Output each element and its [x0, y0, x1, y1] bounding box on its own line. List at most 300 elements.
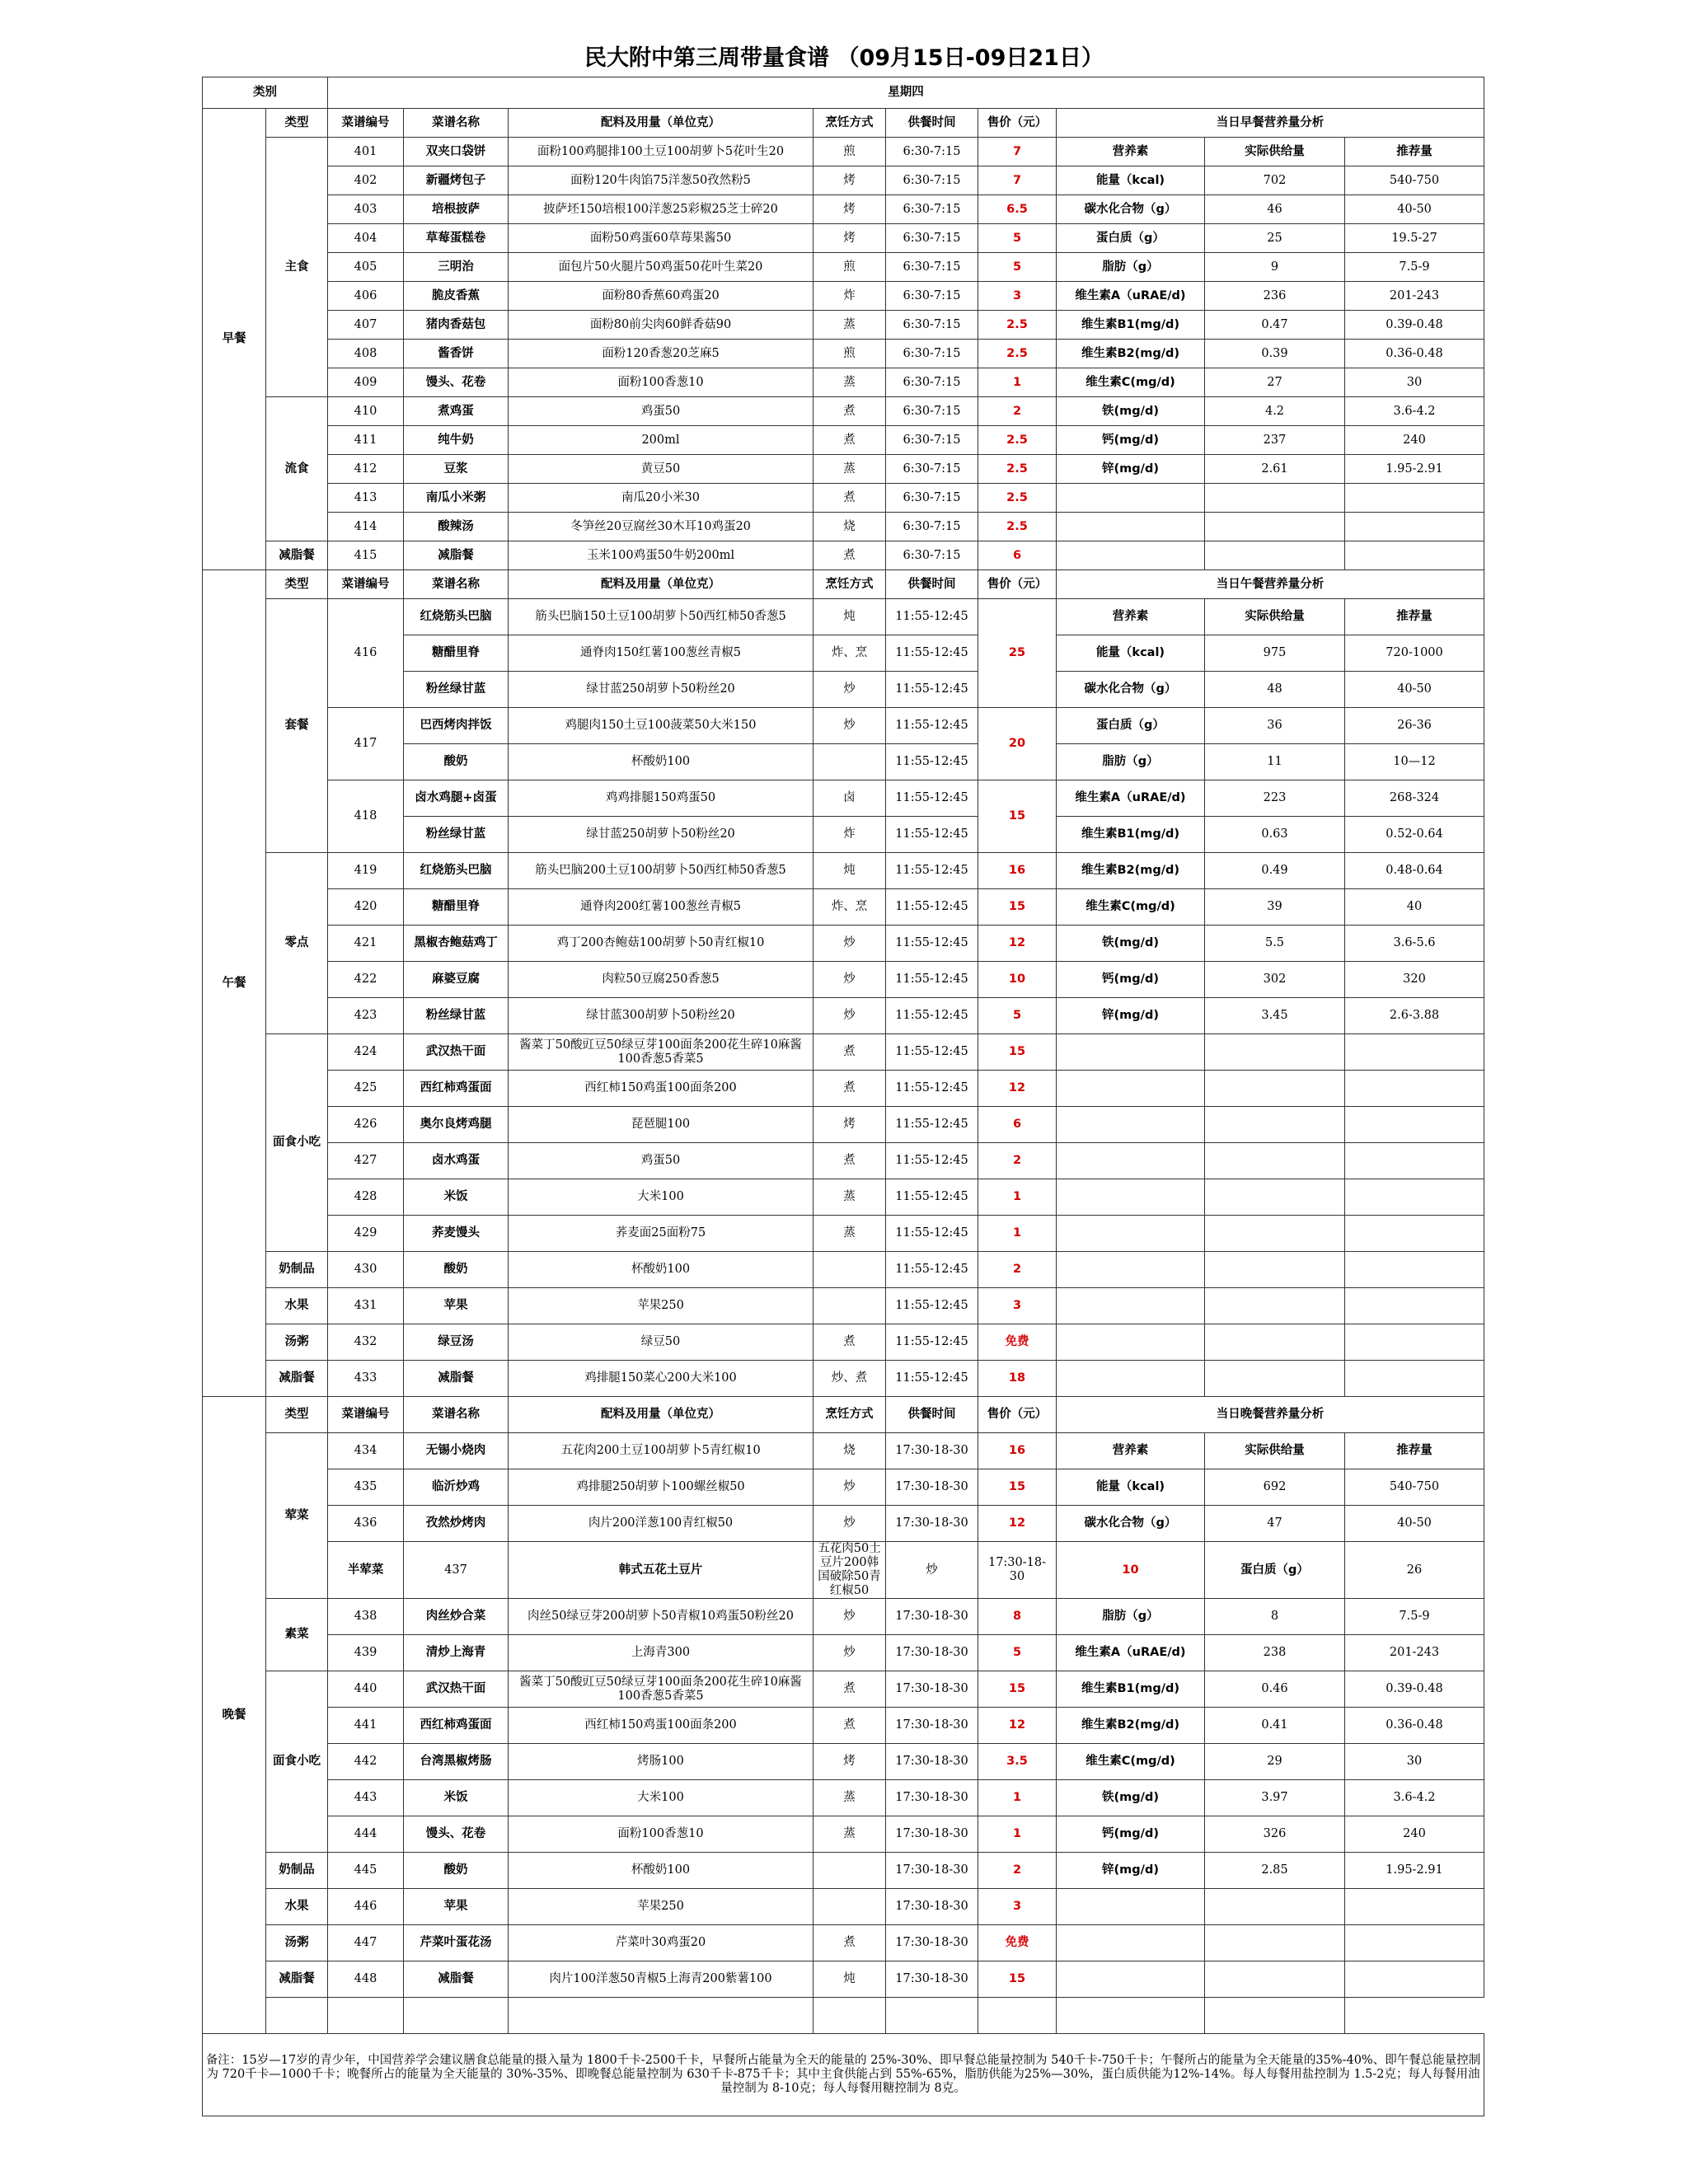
- dish-time: 6:30-7:15: [886, 484, 978, 513]
- nutrient-name: 蛋白质（g）: [1205, 1542, 1345, 1599]
- nutrient-name: 铁(mg/d): [1057, 1780, 1205, 1816]
- empty-cell: [1057, 541, 1205, 570]
- dish-name: 红烧筋头巴脑: [404, 599, 509, 635]
- dish-ingredients: 通脊肉200红薯100葱丝青椒5: [509, 889, 814, 926]
- dish-code: 412: [328, 455, 404, 484]
- dish-time: 6:30-7:15: [886, 455, 978, 484]
- table-row: [203, 1708, 1484, 1744]
- dish-code: 438: [328, 1599, 404, 1635]
- dish-method: 炸: [814, 817, 886, 853]
- nutrient-recommended: 201-243: [1345, 282, 1484, 311]
- dish-time: 11:55-12:45: [886, 1179, 978, 1216]
- dish-time: 11:55-12:45: [886, 1252, 978, 1288]
- dish-time: 6:30-7:15: [886, 541, 978, 570]
- empty-cell: [1345, 1925, 1484, 1961]
- nutrient-recommended: 0.36-0.48: [1345, 340, 1484, 368]
- meal-label: 午餐: [203, 570, 266, 1397]
- dish-code: 415: [328, 541, 404, 570]
- menu-body: [203, 77, 1484, 2116]
- dish-name: 卤水鸡蛋: [404, 1143, 509, 1179]
- nutrient-recommended: 268-324: [1345, 780, 1484, 817]
- nutrient-recommended: 7.5-9: [1345, 253, 1484, 282]
- dish-ingredients: 肉片200洋葱100青红椒50: [509, 1506, 814, 1542]
- nutrient-name: 脂肪（g）: [1057, 1599, 1205, 1635]
- dish-code: 448: [328, 1961, 404, 1998]
- nutrient-actual: 47: [1205, 1506, 1345, 1542]
- table-row: [203, 1179, 1484, 1216]
- table-row: [203, 599, 1484, 635]
- dish-time: 11:55-12:45: [886, 962, 978, 998]
- dish-code: 401: [328, 138, 404, 166]
- dish-method: [814, 1288, 886, 1324]
- dish-code: 426: [328, 1107, 404, 1143]
- nutrient-actual: 0.49: [1205, 853, 1345, 889]
- dish-time: 11:55-12:45: [886, 926, 978, 962]
- dish-price: 12: [978, 1506, 1057, 1542]
- dish-time: 11:55-12:45: [886, 1071, 978, 1107]
- dish-type: 减脂餐: [266, 541, 328, 570]
- nutrient-recommended: 0.36-0.48: [1345, 1708, 1484, 1744]
- dish-ingredients: 琵琶腿100: [509, 1107, 814, 1143]
- nutrient-recommended: 240: [1345, 1816, 1484, 1853]
- dish-ingredients: 大米100: [509, 1780, 814, 1816]
- empty-cell: [1205, 1324, 1345, 1361]
- dish-method: 炒: [814, 998, 886, 1034]
- dish-code: 443: [328, 1780, 404, 1816]
- dish-name: 南瓜小米粥: [404, 484, 509, 513]
- dish-type: 汤粥: [266, 1925, 328, 1961]
- empty-cell: [1057, 1288, 1205, 1324]
- dish-time: 17:30-18-30: [886, 1599, 978, 1635]
- dish-time: 11:55-12:45: [886, 853, 978, 889]
- col-header-time: 供餐时间: [886, 570, 978, 599]
- col-header-price: 售价（元）: [978, 1397, 1057, 1433]
- dish-method: 炒: [814, 1469, 886, 1506]
- dish-method: 炒: [814, 1635, 886, 1671]
- nutrient-header: 营养素: [1057, 599, 1205, 635]
- table-row: [203, 1853, 1484, 1889]
- dish-price: 1: [978, 1216, 1057, 1252]
- dish-code: 422: [328, 962, 404, 998]
- dish-ingredients: 苹果250: [509, 1288, 814, 1324]
- col-header-name: 菜谱名称: [404, 109, 509, 138]
- table-row: [203, 340, 1484, 368]
- empty-cell: [1057, 1925, 1205, 1961]
- meal-label: 晚餐: [203, 1397, 266, 2034]
- empty-cell: [266, 1998, 328, 2034]
- dish-code: 445: [328, 1853, 404, 1889]
- dish-ingredients: 面粉100香葱10: [509, 368, 814, 397]
- recommended-header: 推荐量: [1345, 599, 1484, 635]
- table-row: [203, 1998, 1484, 2034]
- dish-ingredients: 大米100: [509, 1179, 814, 1216]
- dish-name: 粉丝绿甘蓝: [404, 672, 509, 708]
- dish-ingredients: 烤肠100: [509, 1744, 814, 1780]
- nutrient-name: 维生素C(mg/d): [1057, 889, 1205, 926]
- dish-time: 17:30-18-30: [886, 1961, 978, 1998]
- dish-price: 15: [978, 1961, 1057, 1998]
- dish-method: [814, 1889, 886, 1925]
- dish-code: 402: [328, 166, 404, 195]
- table-row: [203, 1288, 1484, 1324]
- empty-cell: [1057, 484, 1205, 513]
- dish-method: 蒸: [814, 368, 886, 397]
- dish-name: 草莓蛋糕卷: [404, 224, 509, 253]
- dish-price: 5: [978, 253, 1057, 282]
- nutrient-actual: 0.39: [1205, 340, 1345, 368]
- nutrient-name: 钙(mg/d): [1057, 962, 1205, 998]
- empty-cell: [1345, 1216, 1484, 1252]
- dish-ingredients: 杯酸奶100: [509, 1853, 814, 1889]
- nutrient-actual: 975: [1205, 635, 1345, 672]
- dish-name: 三明治: [404, 253, 509, 282]
- dish-ingredients: 绿甘蓝250胡萝卜50粉丝20: [509, 817, 814, 853]
- dish-code: 434: [328, 1433, 404, 1469]
- nutrient-recommended: 19.5-27: [1345, 224, 1484, 253]
- empty-cell: [1057, 513, 1205, 541]
- dish-price: 12: [978, 1071, 1057, 1107]
- table-row: [203, 1961, 1484, 1998]
- empty-cell: [1345, 1324, 1484, 1361]
- nutrient-actual: 46: [1205, 195, 1345, 224]
- dish-ingredients: 肉丝50绿豆芽200胡萝卜50青椒10鸡蛋50粉丝20: [509, 1599, 814, 1635]
- dish-type: 水果: [266, 1889, 328, 1925]
- dish-price: 1: [978, 368, 1057, 397]
- dish-ingredients: 面粉100香葱10: [509, 1816, 814, 1853]
- dish-method: 煮: [814, 484, 886, 513]
- dish-time: 11:55-12:45: [886, 708, 978, 744]
- empty-cell: [1345, 541, 1484, 570]
- table-row: [203, 368, 1484, 397]
- dish-time: 11:55-12:45: [886, 1034, 978, 1071]
- dish-name: 巴西烤肉拌饭: [404, 708, 509, 744]
- dish-ingredients: 杯酸奶100: [509, 744, 814, 780]
- dish-code: 428: [328, 1179, 404, 1216]
- dish-method: 蒸: [814, 1780, 886, 1816]
- dish-time: 6:30-7:15: [886, 311, 978, 340]
- dish-type: 奶制品: [266, 1853, 328, 1889]
- dish-name: 酸奶: [404, 744, 509, 780]
- dish-method: 炖: [814, 599, 886, 635]
- empty-cell: [978, 1998, 1057, 2034]
- dish-method: 蒸: [814, 1216, 886, 1252]
- dish-price: 2.5: [978, 513, 1057, 541]
- empty-cell: [1205, 1252, 1345, 1288]
- dish-name: 绿豆汤: [404, 1324, 509, 1361]
- dish-name: 减脂餐: [404, 1961, 509, 1998]
- dish-name: 新疆烤包子: [404, 166, 509, 195]
- dish-time: 6:30-7:15: [886, 426, 978, 455]
- table-row: [203, 1034, 1484, 1071]
- dish-time: 17:30-18-30: [886, 1889, 978, 1925]
- table-row: [203, 570, 1484, 599]
- dish-code: 433: [328, 1361, 404, 1397]
- dish-price: 7: [978, 166, 1057, 195]
- dish-ingredients: 杯酸奶100: [509, 1252, 814, 1288]
- dish-name: 培根披萨: [404, 195, 509, 224]
- table-row: [203, 1506, 1484, 1542]
- dish-method: 烤: [814, 224, 886, 253]
- dish-type: 套餐: [266, 599, 328, 853]
- dish-time: 6:30-7:15: [886, 368, 978, 397]
- dish-price: 5: [978, 998, 1057, 1034]
- menu-table: [202, 77, 1484, 2116]
- nutrient-recommended: 10—12: [1345, 744, 1484, 780]
- empty-cell: [1057, 1324, 1205, 1361]
- nutrient-actual: 39: [1205, 889, 1345, 926]
- dish-method: 烧: [814, 513, 886, 541]
- empty-cell: [404, 1998, 509, 2034]
- nutrient-name: 锌(mg/d): [1057, 1853, 1205, 1889]
- dish-method: 烤: [814, 166, 886, 195]
- empty-cell: [1345, 513, 1484, 541]
- dish-ingredients: 苹果250: [509, 1889, 814, 1925]
- dish-method: 煎: [814, 138, 886, 166]
- dish-time: 11:55-12:45: [886, 635, 978, 672]
- nutrient-recommended: 2.6-3.88: [1345, 998, 1484, 1034]
- dish-method: 煮: [814, 426, 886, 455]
- dish-method: 蒸: [814, 1816, 886, 1853]
- empty-cell: [1345, 484, 1484, 513]
- col-header-time: 供餐时间: [886, 109, 978, 138]
- nutrient-recommended: 26-36: [1345, 708, 1484, 744]
- empty-cell: [328, 1998, 404, 2034]
- dish-ingredients: 鸡蛋50: [509, 1143, 814, 1179]
- dish-method: [814, 744, 886, 780]
- dish-time: 11:55-12:45: [886, 1324, 978, 1361]
- dish-price: 2.5: [978, 455, 1057, 484]
- dish-ingredients: 南瓜20小米30: [509, 484, 814, 513]
- col-header-code: 菜谱编号: [328, 570, 404, 599]
- nutrient-name: 维生素A（uRAE/d): [1057, 780, 1205, 817]
- dish-code: 417: [328, 708, 404, 780]
- dish-price: 16: [978, 853, 1057, 889]
- nutrient-name: 蛋白质（g）: [1057, 224, 1205, 253]
- dish-ingredients: 筋头巴脑150土豆100胡萝卜50西红柿50香葱5: [509, 599, 814, 635]
- actual-header: 实际供给量: [1205, 1433, 1345, 1469]
- dish-code: 405: [328, 253, 404, 282]
- dish-price: 2.5: [978, 311, 1057, 340]
- col-header-price: 售价（元）: [978, 109, 1057, 138]
- dish-code: 410: [328, 397, 404, 426]
- table-row: [203, 1143, 1484, 1179]
- dish-method: 炒: [814, 926, 886, 962]
- dish-time: 11:55-12:45: [886, 1216, 978, 1252]
- nutrient-actual: 3.97: [1205, 1780, 1345, 1816]
- empty-cell: [1205, 541, 1345, 570]
- dish-method: 蒸: [814, 311, 886, 340]
- nutrient-recommended: 40-50: [1345, 672, 1484, 708]
- dish-type: 流食: [266, 397, 328, 541]
- nutrient-recommended: 3.6-5.6: [1345, 926, 1484, 962]
- dish-name: 猪肉香菇包: [404, 311, 509, 340]
- dish-method: 煎: [814, 340, 886, 368]
- dish-method: 蒸: [814, 455, 886, 484]
- dish-type: 奶制品: [266, 1252, 328, 1288]
- dish-method: 炸、烹: [814, 889, 886, 926]
- table-row: [203, 513, 1484, 541]
- dish-ingredients: 五花肉50土豆片200韩国破除50青红椒50: [814, 1542, 886, 1599]
- dish-price: 12: [978, 926, 1057, 962]
- nutrient-name: 维生素A（uRAE/d): [1057, 282, 1205, 311]
- table-row: [203, 109, 1484, 138]
- empty-cell: [1345, 1107, 1484, 1143]
- table-row: [203, 1397, 1484, 1433]
- dish-ingredients: 200ml: [509, 426, 814, 455]
- dish-name: 馒头、花卷: [404, 1816, 509, 1853]
- dish-ingredients: 鸡鸡排腿150鸡蛋50: [509, 780, 814, 817]
- nutrient-name: 钙(mg/d): [1057, 1816, 1205, 1853]
- dish-time: 6:30-7:15: [886, 513, 978, 541]
- dish-price: 15: [978, 1034, 1057, 1071]
- dish-name: 台湾黑椒烤肠: [404, 1744, 509, 1780]
- dish-time: 11:55-12:45: [886, 817, 978, 853]
- dish-name: 麻婆豆腐: [404, 962, 509, 998]
- dish-price: 7: [978, 138, 1057, 166]
- dish-price: 6.5: [978, 195, 1057, 224]
- dish-time: 17:30-18-30: [886, 1925, 978, 1961]
- nutrient-name: 维生素B1(mg/d): [1057, 1671, 1205, 1708]
- dish-price: 10: [978, 962, 1057, 998]
- dish-price: 2.5: [978, 426, 1057, 455]
- dish-name: 红烧筋头巴脑: [404, 853, 509, 889]
- nutrient-actual: 2.85: [1205, 1853, 1345, 1889]
- dish-time: 17:30-18-30: [886, 1635, 978, 1671]
- table-row: [203, 1216, 1484, 1252]
- col-header-ingredients: 配料及用量（单位克）: [509, 1397, 814, 1433]
- dish-price: 3.5: [978, 1744, 1057, 1780]
- table-row: [203, 138, 1484, 166]
- dish-method: 炒: [814, 672, 886, 708]
- dish-name: 苹果: [404, 1288, 509, 1324]
- dish-name: 米饭: [404, 1179, 509, 1216]
- dish-method: 炒: [886, 1542, 978, 1599]
- dish-code: 413: [328, 484, 404, 513]
- dish-code: 424: [328, 1034, 404, 1071]
- empty-cell: [1205, 1071, 1345, 1107]
- dish-type: 减脂餐: [266, 1961, 328, 1998]
- dish-time: 11:55-12:45: [886, 1107, 978, 1143]
- empty-cell: [1345, 1288, 1484, 1324]
- table-row: [203, 484, 1484, 513]
- dish-time: 17:30-18-30: [886, 1744, 978, 1780]
- table-row: [203, 1780, 1484, 1816]
- col-header-type: 类型: [266, 570, 328, 599]
- nutrient-recommended: 0.48-0.64: [1345, 853, 1484, 889]
- recommended-header: 推荐量: [1345, 138, 1484, 166]
- dish-price: 1: [978, 1780, 1057, 1816]
- dish-ingredients: 鸡腿肉150土豆100菠菜50大米150: [509, 708, 814, 744]
- dish-code: 423: [328, 998, 404, 1034]
- col-header-name: 菜谱名称: [404, 1397, 509, 1433]
- dish-name: 糖醋里脊: [404, 889, 509, 926]
- empty-cell: [1205, 1288, 1345, 1324]
- nutrient-actual: 236: [1205, 282, 1345, 311]
- empty-cell: [1345, 1961, 1484, 1998]
- dish-ingredients: 鸡排腿150菜心200大米100: [509, 1361, 814, 1397]
- dish-name: 脆皮香蕉: [404, 282, 509, 311]
- dish-method: 煮: [814, 397, 886, 426]
- dish-ingredients: 黄豆50: [509, 455, 814, 484]
- nutrient-name: 铁(mg/d): [1057, 397, 1205, 426]
- dish-method: 炒: [814, 708, 886, 744]
- dish-code: 430: [328, 1252, 404, 1288]
- dish-price: 8: [978, 1599, 1057, 1635]
- table-row: [203, 397, 1484, 426]
- dish-ingredients: 面粉50鸡蛋60草莓果酱50: [509, 224, 814, 253]
- dish-name: 西红柿鸡蛋面: [404, 1071, 509, 1107]
- dish-type: 主食: [266, 138, 328, 397]
- dish-code: 429: [328, 1216, 404, 1252]
- dish-ingredients: 酱菜丁50酸豇豆50绿豆芽100面条200花生碎10麻酱100香葱5香菜5: [509, 1034, 814, 1071]
- dish-price: 免费: [978, 1324, 1057, 1361]
- dish-price: 16: [978, 1433, 1057, 1469]
- nutrition-title: 当日早餐营养量分析: [1057, 109, 1484, 138]
- dish-price: 18: [978, 1361, 1057, 1397]
- dish-time: 17:30-18-30: [886, 1433, 978, 1469]
- nutrient-actual: 3.45: [1205, 998, 1345, 1034]
- dish-time: 11:55-12:45: [886, 599, 978, 635]
- empty-cell: [1205, 1961, 1345, 1998]
- dish-price: 15: [978, 1671, 1057, 1708]
- dish-method: 炒: [814, 962, 886, 998]
- dish-time: 17:30-18-30: [886, 1469, 978, 1506]
- nutrient-header: 营养素: [1057, 138, 1205, 166]
- dish-ingredients: 面粉80前尖肉60鲜香菇90: [509, 311, 814, 340]
- dish-ingredients: 鸡丁200杏鲍菇100胡萝卜50青红椒10: [509, 926, 814, 962]
- table-row: [203, 708, 1484, 744]
- col-header-method: 烹饪方式: [814, 109, 886, 138]
- nutrient-recommended: 0.52-0.64: [1345, 817, 1484, 853]
- dish-time: 6:30-7:15: [886, 340, 978, 368]
- dish-method: 炖: [814, 1961, 886, 1998]
- table-row: [203, 455, 1484, 484]
- dish-time: 17:30-18-30: [886, 1671, 978, 1708]
- dish-type: 汤粥: [266, 1324, 328, 1361]
- recommended-header: 推荐量: [1345, 1433, 1484, 1469]
- nutrient-name: 维生素C(mg/d): [1057, 1744, 1205, 1780]
- col-header-ingredients: 配料及用量（单位克）: [509, 109, 814, 138]
- nutrition-title: 当日晚餐营养量分析: [1057, 1397, 1484, 1433]
- dish-type: 水果: [266, 1288, 328, 1324]
- table-row: [203, 1925, 1484, 1961]
- dish-time: 6:30-7:15: [886, 397, 978, 426]
- nutrient-recommended: 1.95-2.91: [1345, 455, 1484, 484]
- dish-time: 11:55-12:45: [886, 672, 978, 708]
- dish-method: 煮: [814, 1708, 886, 1744]
- table-row: [203, 253, 1484, 282]
- empty-cell: [1057, 1107, 1205, 1143]
- dish-code: 404: [328, 224, 404, 253]
- nutrient-name: 能量（kcal): [1057, 635, 1205, 672]
- nutrient-name: 维生素C(mg/d): [1057, 368, 1205, 397]
- dish-time: 17:30-18-30: [886, 1780, 978, 1816]
- empty-cell: [1205, 484, 1345, 513]
- nutrient-recommended: 240: [1345, 426, 1484, 455]
- dish-code: 441: [328, 1708, 404, 1744]
- dish-ingredients: 面粉80香蕉60鸡蛋20: [509, 282, 814, 311]
- dish-method: 煮: [814, 541, 886, 570]
- dish-method: 炒、煮: [814, 1361, 886, 1397]
- dish-name: 粉丝绿甘蓝: [404, 998, 509, 1034]
- dish-price: 3: [978, 282, 1057, 311]
- nutrient-actual: 8: [1205, 1599, 1345, 1635]
- dish-code: 442: [328, 1744, 404, 1780]
- dish-ingredients: 筋头巴脑200土豆100胡萝卜50西红柿50香葱5: [509, 853, 814, 889]
- table-row: [203, 1542, 1484, 1599]
- dish-time: 17:30-18-30: [978, 1542, 1057, 1599]
- col-header-ingredients: 配料及用量（单位克）: [509, 570, 814, 599]
